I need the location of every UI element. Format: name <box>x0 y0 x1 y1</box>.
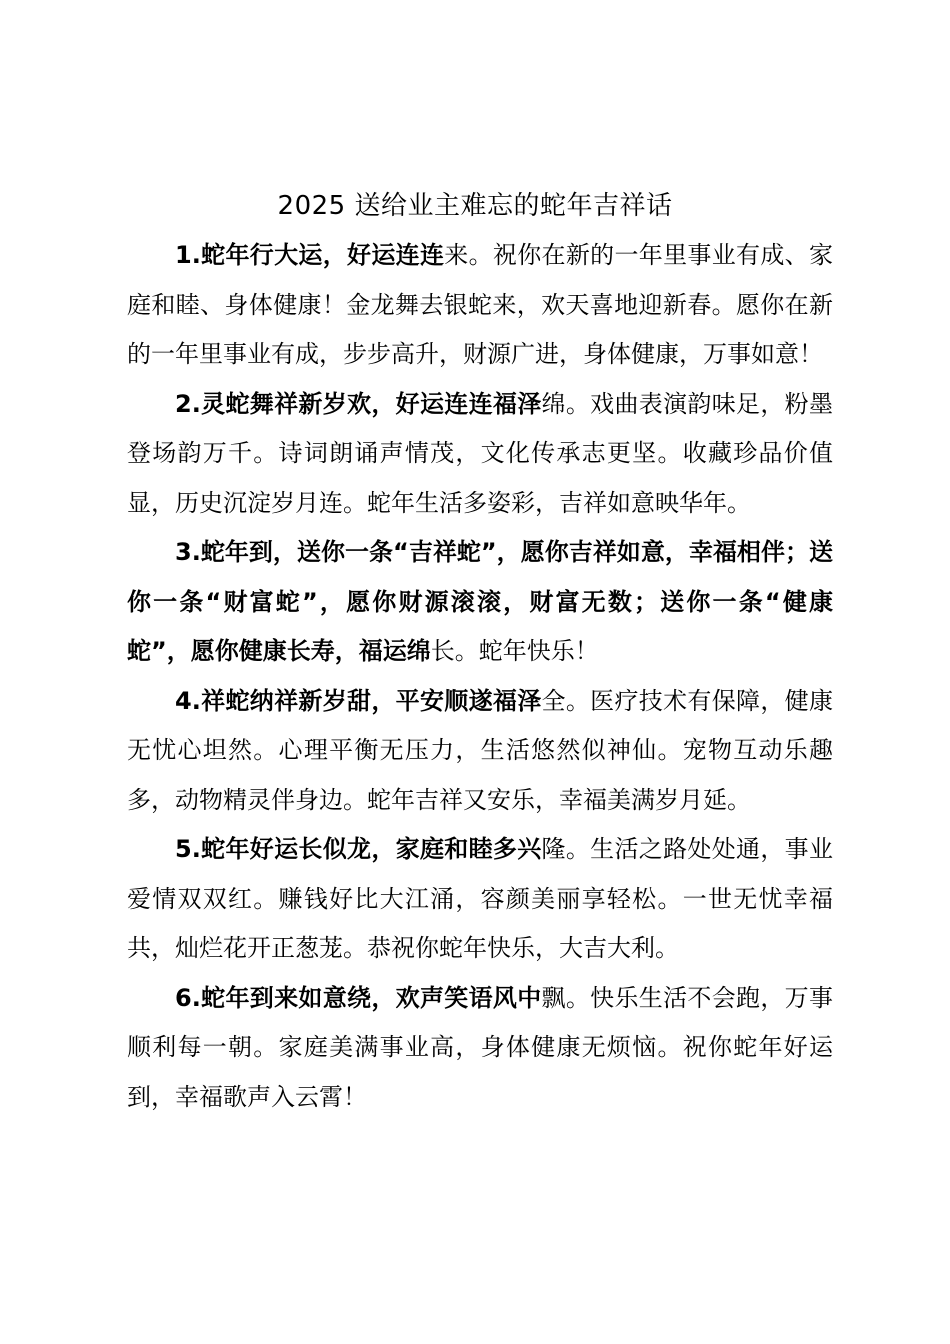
paragraph-lead: 1.蛇年行大运，好运连连 <box>175 241 445 269</box>
paragraph-lead: 5.蛇年好运长似龙，家庭和睦多兴 <box>175 835 542 863</box>
document-title: 2025 送给业主难忘的蛇年吉祥话 <box>277 191 673 221</box>
paragraph-lead: 2.灵蛇舞祥新岁欢，好运连连福泽 <box>175 389 542 418</box>
paragraph-text: 来。祝你在新的一年里事业有成、家庭和睦、身体健康！金龙舞去银蛇来，欢天喜地迎新春。愿你在新的一年里事业有成，步步高升，财源广进，身体健康，万事如意！ <box>127 241 833 368</box>
paragraph-text: 飘。快乐生活不会跑，万事顺利每一朝。家庭美满事业高，身体健康无烦恼。祝你蛇年好运到，幸福歌声入云霄！ <box>127 983 833 1111</box>
paragraph-lead: 4.祥蛇纳祥新岁甜，平安顺遂福泽 <box>175 686 542 715</box>
paragraph-lead: 3.蛇年到，送你一条“吉祥蛇”，愿你吉祥如意，幸福相伴；送你一条“财富蛇”，愿你财源滚滚，财富无数；送你一条“健康蛇”，愿你健康长寿，福运绵 <box>127 538 833 665</box>
paragraph-text: 绵。戏曲表演韵味足，粉墨登场韵万千。诗词朗诵声情茂，文化传承志更坚。收藏珍品价值显，历史沉淀岁月连。蛇年生活多姿彩，吉祥如意映华年。 <box>127 389 833 517</box>
paragraph-4 <box>127 677 833 826</box>
paragraph-lead: 6.蛇年到来如意绕，欢声笑语风中 <box>175 983 542 1012</box>
paragraph-text: 长。蛇年快乐！ <box>430 637 599 665</box>
document-body <box>127 231 833 1122</box>
paragraph-3 <box>127 528 833 677</box>
paragraph-1 <box>127 231 833 380</box>
paragraph-2 <box>127 380 833 529</box>
paragraph-5 <box>127 825 833 974</box>
paragraph-6 <box>127 974 833 1123</box>
paragraph-text: 全。医疗技术有保障，健康无忧心坦然。心理平衡无压力，生活悠然似神仙。宠物互动乐趣多，动物精灵伴身边。蛇年吉祥又安乐，幸福美满岁月延。 <box>127 686 833 814</box>
paragraph-text: 隆。生活之路处处通，事业爱情双双红。赚钱好比大江涌，容颜美丽享轻松。一世无忧幸福共，灿烂花开正葱茏。恭祝你蛇年快乐，大吉大利。 <box>127 835 833 962</box>
